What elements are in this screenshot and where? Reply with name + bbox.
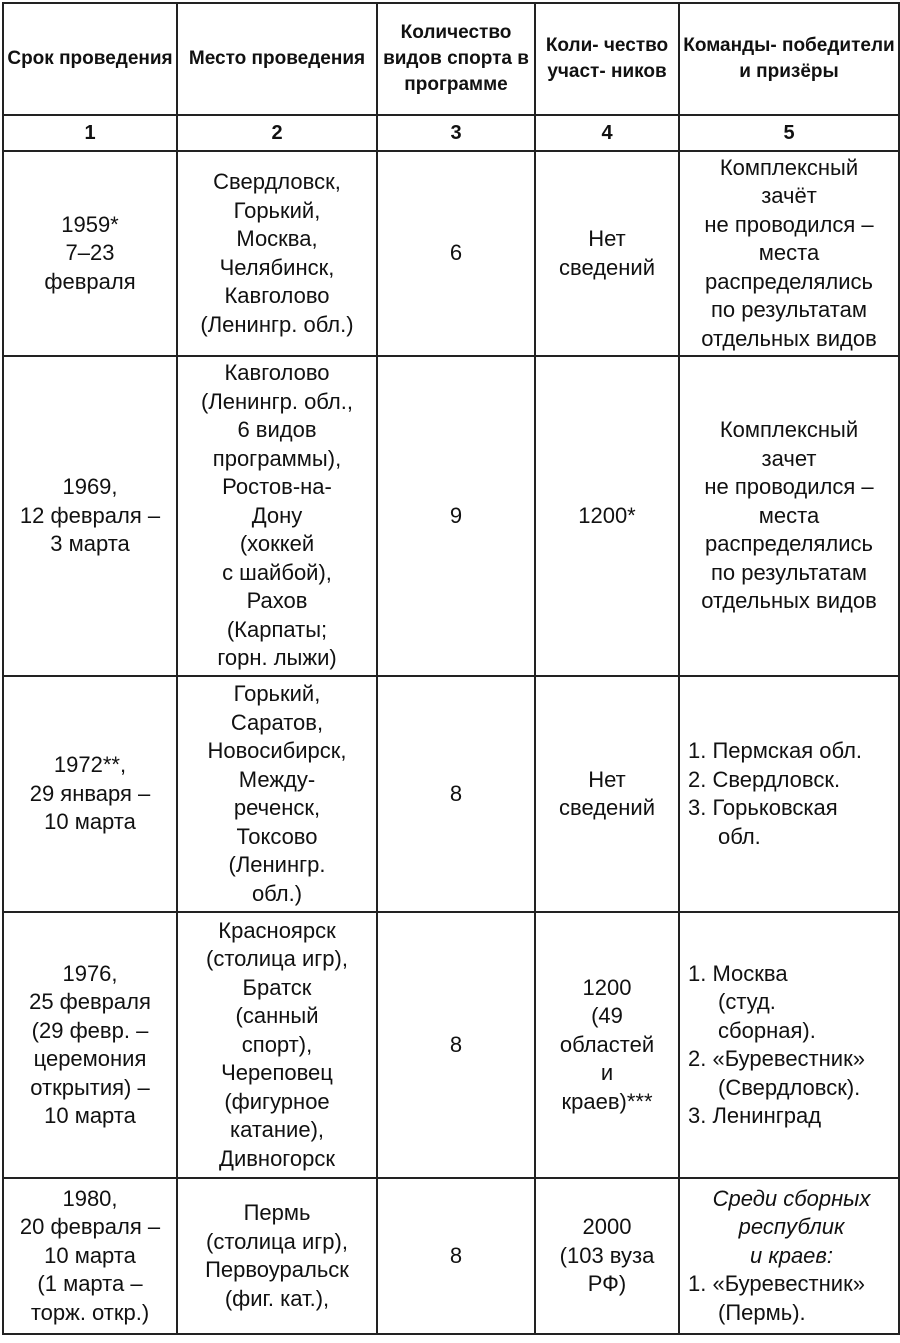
place-cell: Кавголово (Ленингр. обл., 6 видов программы), Ростов-на- Дону (хоккей с шайбой), Рахов (Карпаты; горн. лыжи) (177, 356, 377, 676)
column-number: 5 (679, 115, 899, 151)
column-number-row (3, 115, 899, 151)
winners-cell (679, 676, 899, 912)
winner-entry: 2. Свердловск. (688, 766, 841, 792)
winner-entry: сборная). (718, 1017, 816, 1043)
winners-note: Среди сборных (712, 1185, 871, 1211)
table-row (3, 912, 899, 1178)
winner-entry: 3. Горьковская (688, 795, 838, 820)
winner-entry: 3. Ленинград (688, 1103, 822, 1128)
sports-count-cell: 6 (377, 151, 535, 356)
date-cell: 1980, 20 февраля – 10 марта (1 марта – торж. откр.) (3, 1178, 177, 1334)
winner-entry: (Свердловск). (718, 1074, 861, 1100)
winner-entry: 1. Москва (688, 960, 788, 986)
winners-note: и краев: (749, 1242, 834, 1268)
participants-cell: Нет сведений (535, 676, 679, 912)
participants-cell: Нет сведений (535, 151, 679, 356)
place-cell: Пермь (столица игр), Первоуральск (фиг. кат.), (177, 1178, 377, 1334)
header-winners: Команды- победители и призёры (679, 3, 899, 115)
header-sports-count: Количество видов спорта в программе (377, 3, 535, 115)
winners-cell: Комплексный зачёт не проводился – места распределялись по результатам отдельных видов (679, 151, 899, 356)
date-cell: 1972**, 29 января – 10 марта (3, 676, 177, 912)
winner-entry: 1. Пермская обл. (688, 738, 863, 763)
winners-cell (679, 1178, 899, 1334)
games-table (2, 2, 900, 1335)
table-row (3, 1178, 899, 1334)
winners-cell: Комплексный зачет не проводился – места распределялись по результатам отдельных видов (679, 356, 899, 676)
winners-cell (679, 912, 899, 1178)
winner-entry: обл. (718, 823, 761, 849)
participants-cell: 1200 (49 областей и краев)*** (535, 912, 679, 1178)
sports-count-cell: 8 (377, 912, 535, 1178)
winner-entry: 2. «Буревестник» (688, 1046, 865, 1071)
winner-entry: (студ. (718, 989, 776, 1014)
date-cell: 1969, 12 февраля – 3 марта (3, 356, 177, 676)
place-cell: Горький, Саратов, Новосибирск, Между- реченск, Токсово (Ленингр. обл.) (177, 676, 377, 912)
header-date: Срок проведения (3, 3, 177, 115)
participants-cell: 1200* (535, 356, 679, 676)
date-cell: 1976, 25 февраля (29 февр. – церемония открытия) – 10 марта (3, 912, 177, 1178)
winner-entry: 1. «Буревестник» (688, 1271, 865, 1297)
table-row (3, 676, 899, 912)
sports-count-cell: 9 (377, 356, 535, 676)
header-participants: Коли- чество участ- ников (535, 3, 679, 115)
sports-count-cell: 8 (377, 676, 535, 912)
sports-count-cell: 8 (377, 1178, 535, 1334)
place-cell: Свердловск, Горький, Москва, Челябинск, Кавголово (Ленингр. обл.) (177, 151, 377, 356)
header-row (3, 3, 899, 115)
table-row (3, 356, 899, 676)
table-row (3, 151, 899, 356)
winner-entry: (Пермь). (718, 1299, 806, 1325)
column-number: 2 (177, 115, 377, 151)
date-cell: 1959* 7–23 февраля (3, 151, 177, 356)
place-cell: Красноярск (столица игр), Братск (санный спорт), Череповец (фигурное катание), Дивногорск (177, 912, 377, 1178)
column-number: 1 (3, 115, 177, 151)
participants-cell: 2000 (103 вуза РФ) (535, 1178, 679, 1334)
header-place: Место проведения (177, 3, 377, 115)
winners-note: республик (738, 1214, 845, 1240)
column-number: 4 (535, 115, 679, 151)
column-number: 3 (377, 115, 535, 151)
